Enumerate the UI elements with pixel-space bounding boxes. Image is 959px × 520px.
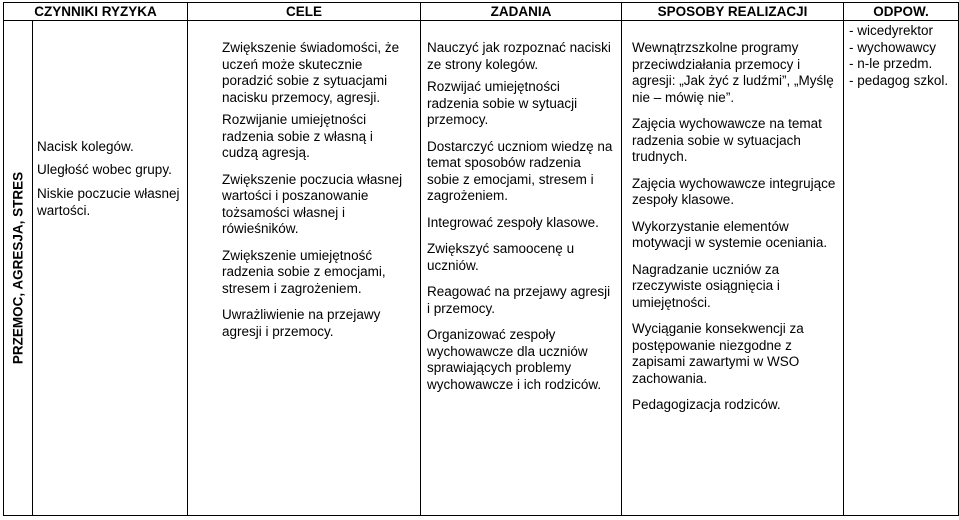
odpow-item: - wicedyrektor bbox=[849, 23, 934, 38]
side-label-cell bbox=[4, 21, 33, 516]
czynnik-item: Niskie poczucie własnej wartości. bbox=[37, 186, 180, 218]
cel-item: Zwiększenie umiejętność radzenia sobie z emocjami, stresem i zagrożeniem. bbox=[222, 247, 386, 296]
odpow-item: - n-le przedm. bbox=[849, 56, 933, 71]
header-odpow: ODPOW. bbox=[844, 3, 959, 21]
odpow-item: - pedagog szkol. bbox=[849, 72, 949, 88]
cele-cell bbox=[188, 21, 421, 516]
header-cele: CELE bbox=[188, 3, 421, 21]
sposoby-cell bbox=[622, 21, 844, 516]
zadanie-item: Rozwijać umiejętności radzenia sobie w sytuacji przemocy. bbox=[427, 79, 578, 127]
zadanie-item: Organizować zespoły wychowawcze dla uczniów sprawiających problemy wychowawcze i ich rodziców. bbox=[427, 327, 602, 392]
zadanie-item: Reagować na przejawy agresji i przemocy. bbox=[427, 284, 611, 316]
sposob-item: Wewnątrzszkolne programy przeciwdziałania przemocy i agresji: „Jak żyć z ludźmi”, „Myślę nie – mówię nie”. bbox=[632, 40, 834, 105]
header-row bbox=[4, 3, 959, 21]
sposob-item: Nagradzanie uczniów za rzeczywiste osiągnięcia i umiejętności. bbox=[632, 261, 780, 310]
zadanie-item: Integrować zespoły klasowe. bbox=[427, 214, 599, 230]
side-label: PRZEMOC, AGRESJA, STRES bbox=[10, 171, 26, 365]
cel-item: Zwiększenie poczucia własnej wartości i poszanowanie tożsamości własnej i rówieśników. bbox=[222, 171, 403, 236]
sposob-item: Zajęcia wychowawcze na temat radzenia sobie w sytuacjach trudnych. bbox=[632, 116, 822, 164]
zadanie-item: Nauczyć jak rozpoznać naciski ze strony kolegów. bbox=[427, 40, 611, 72]
header-zadania: ZADANIA bbox=[421, 3, 622, 21]
plan-table bbox=[3, 2, 959, 516]
sposob-item: Zajęcia wychowawcze integrujące zespoły klasowe. bbox=[632, 175, 836, 207]
header-sposoby: SPOSOBY REALIZACJI bbox=[622, 3, 844, 21]
odpow-item: - wychowawcy bbox=[849, 39, 937, 55]
cel-item: Rozwijanie umiejętności radzenia sobie z własną i cudzą agresją. bbox=[222, 112, 373, 160]
czynniki-cell bbox=[33, 21, 188, 516]
header-czynniki: CZYNNIKI RYZYKA bbox=[4, 3, 188, 21]
sposob-item: Wykorzystanie elementów motywacji w systemie oceniania. bbox=[632, 218, 828, 250]
zadania-cell bbox=[421, 21, 622, 516]
cel-item: Uwrażliwienie na przejawy agresji i przemocy. bbox=[222, 307, 381, 339]
czynnik-item: Uległość wobec grupy. bbox=[37, 161, 172, 177]
cel-item: Zwiększenie świadomości, że uczeń może skutecznie poradzić sobie z sytuacjami nacisku przemocy, agresji. bbox=[222, 40, 400, 105]
content-row bbox=[4, 21, 959, 516]
odpow-cell bbox=[844, 21, 959, 516]
czynnik-item: Nacisk kolegów. bbox=[37, 139, 134, 154]
zadanie-item: Zwiększyć samoocenę u uczniów. bbox=[427, 241, 575, 273]
sposob-item: Pedagogizacja rodziców. bbox=[632, 397, 781, 412]
sposob-item: Wyciąganie konsekwencji za postępowanie niezgodne z zapisami zawartymi w WSO zachowania. bbox=[632, 321, 804, 386]
zadanie-item: Dostarczyć uczniom wiedzę na temat sposobów radzenia sobie z emocjami, stresem i zagrożeniem. bbox=[427, 138, 613, 203]
